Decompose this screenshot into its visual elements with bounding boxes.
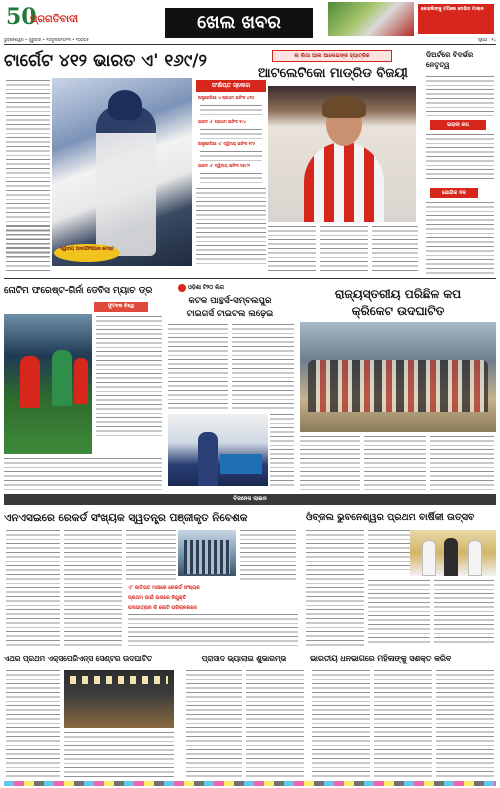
business-highlight-3: ପଦଯାତ୍ରାର କି କୋଟି ପରିଚାଳନାରେ [128, 605, 197, 611]
person-1 [422, 540, 436, 576]
scorecard-line-1: ଅଷ୍ଟ୍ରେଲିଆ ଏ ପ୍ରଥମ ଇନିଂସ ୪୨୦ [198, 95, 255, 100]
cricket-ball-icon [178, 284, 186, 292]
atletico-photo [268, 86, 416, 222]
date-line: ଭୁବନେଶ୍ୱର • ଗୁରୁବାର • ୨୦ଜୁଲାଇ୨୦୨୩ • ୨୦୦୦୫ [4, 37, 89, 42]
scorecard-detail-3 [200, 151, 262, 161]
event-photo [410, 530, 496, 576]
masthead [0, 0, 500, 44]
trophy-photo [168, 414, 268, 486]
lead-photo-caption-text: ଦ୍ୱିତୀୟ ଅନଅଫିସିଆଲ ଟେଷ୍ଟ [60, 247, 114, 252]
atletico-headline: ଆଟଲେଟିକୋ ମାଡ୍ରିଡ ବିଜୟୀ [258, 66, 408, 81]
cricket-team-photo [300, 322, 496, 432]
player-shirt-stripes [304, 142, 384, 222]
second-right-col-3 [430, 436, 494, 490]
cheque-board [220, 454, 262, 474]
second-middle-col-1 [168, 324, 228, 412]
bottom-right-col-3 [436, 670, 494, 778]
cricketer-photo [52, 78, 192, 266]
atletico-kicker-text: ଲା ଲିଗା ଆଲ ଆଲେଇଙ୍କ ହ୍ୟାଟ୍ରିକ [294, 53, 370, 59]
scorecard-line-3: ଅଷ୍ଟ୍ରେଲିଆ ଏ' ଦ୍ୱିତୀୟ ଇନିଂସ ୧୮୫ [198, 141, 256, 146]
right-story1-headline [426, 50, 496, 72]
business-section-bar [4, 494, 496, 505]
second-middle-headline-1: କଟକ ପାନ୍ଥର୍ସ-ସମ୍ବଲପୁର [188, 296, 272, 306]
scorecard-detail-2 [200, 129, 262, 139]
second-left-label [94, 302, 148, 312]
business-section-label: ବିଜନେସ ଲାଇନ [233, 496, 267, 502]
second-middle-kicker [178, 283, 270, 293]
business-left-col-2 [64, 530, 122, 646]
bottom-left-col-2 [64, 732, 174, 778]
second-middle-headline-2: ଟାଇଗର୍ସ ଟାଇଟଲ ଲଢ଼େଇ [186, 309, 274, 319]
right-story2-body [426, 134, 494, 182]
bottom-right-col-1 [312, 670, 370, 778]
business-highlight-2: ପ୍ରଥମ ପାଇଁ ଉପରେ ନିଯୁକ୍ତି [128, 595, 187, 601]
second-middle-col-3 [270, 414, 294, 486]
person-3 [468, 540, 482, 576]
scorecard-detail-1 [200, 105, 262, 117]
business-left-headline: ଏନଏସଇରେ ରେକର୍ଡ ସଂଖ୍ୟକ ସ୍ୱତନ୍ତ୍ର ପଞ୍ଜୀକୃତ ନିବେଶକ [4, 512, 248, 524]
second-right-headline-2: କ୍ରିକେଟ ଉଦଘାଟିତ [351, 304, 445, 318]
business-left-col-4 [240, 530, 296, 580]
bottom-right-col-2 [374, 670, 432, 778]
promo-box [418, 4, 494, 34]
business-left-col-1 [6, 530, 60, 646]
bottom-middle-col-2 [246, 670, 304, 778]
presenter-figure [198, 432, 218, 486]
second-middle-kicker-text: ଓଡ଼ିଶା ଟି୨୦ ଲିଗ [188, 285, 224, 291]
right-story1-body [426, 76, 494, 116]
anniversary-badge: 50 [6, 4, 37, 30]
second-left-headline: ନୋଟିମ ଫରେଷ୍ଟ-ଗିର୍ନା ଡେବିସ ମ୍ୟାଚ ଡ୍ର [4, 286, 153, 296]
player-hair [322, 96, 366, 118]
masthead-rule [4, 44, 496, 45]
paper-name: ପ୍ରଗତିବାଦୀ [30, 14, 79, 25]
second-left-col-2 [96, 316, 162, 436]
scorecard-detail-4 [200, 173, 262, 183]
right-story3-body [426, 202, 494, 274]
business-right-headline: ଓଁବ୍ଜଲ ଭୁବନେଶ୍ୱର ପ୍ରଥମ ବାର୍ଷିକୀ ଉତ୍ସବ [306, 512, 475, 523]
page-label: ପୃଷ୍ଠା : ୧୪ [477, 37, 496, 42]
building-windows [184, 540, 230, 574]
player-green-1 [52, 350, 72, 406]
experience-centre-photo [64, 670, 174, 728]
player-red-1 [20, 356, 40, 408]
atletico-kicker [272, 50, 392, 62]
atletico-col-1 [268, 226, 316, 272]
second-right-col-1 [300, 436, 360, 490]
promo-text: କୋହଲିଙ୍କୁ ଟପିଲେ ଡେଭିଡ ମାଲାନ [421, 7, 484, 12]
right-story3-label [430, 188, 478, 198]
second-middle-col-2 [232, 324, 294, 412]
helmet-shape [108, 90, 142, 120]
paper-logo [6, 4, 98, 36]
row1-bottom-rule [4, 278, 496, 279]
scorecard [196, 80, 266, 184]
bottom-middle-col-1 [186, 670, 242, 778]
shop-lights [70, 676, 168, 684]
business-highlight-1: ଏ' ଜାତିଗତ ମାସରେ ରେକର୍ଡ ସଂଖ୍ୟକ [128, 585, 200, 591]
lead-headline: ଟାର୍ଗେଟ ୪୧୨ ଭାରତ ଏ' ୧୬୯/୨ [4, 51, 207, 71]
second-right-headline-1: ରାଜ୍ୟସ୍ତରୀୟ ପରିଛିଳ କପ [334, 287, 462, 301]
section-title: ଖେଲ ଖବର [197, 12, 281, 33]
group-row [308, 360, 488, 412]
batsman-figure [96, 106, 156, 256]
business-left-col-3 [126, 530, 176, 580]
lead-col-3 [196, 188, 266, 266]
second-right-col-2 [364, 436, 426, 490]
right-story1-headline-text: ଡିଅର୍ଟରେ ବିଦର୍ଭର ନେତୃତ୍ୱ [426, 51, 474, 69]
bottom-middle-headline: ପ୍ରାସାଦ ଭ୍ୟାଲାଇ ଶୁଭାରମ୍ଭ [201, 654, 287, 663]
second-left-bottom [4, 458, 162, 490]
player-red-2 [74, 358, 88, 404]
right-story2-label-text: ଇରାନୀ କପ [447, 122, 469, 128]
business-right-col-4 [434, 580, 494, 646]
scorecard-line-2: ଭାରତ ଏ' ପ୍ରଥମ ଇନିଂସ ୧୯୪ [198, 119, 246, 124]
second-left-label-text: ଫୁଟବଲ ବିଶ୍ୱ [107, 304, 135, 309]
lead-photo-caption [54, 244, 120, 262]
bottom-left-col-1 [6, 670, 60, 778]
football-photo [4, 314, 92, 454]
business-left-col-5 [128, 614, 298, 646]
scorecard-line-4: ଭାରତ ଏ' ଦ୍ୱିତୀୟ ଇନିଂସ ୧୬୯/୨ [198, 163, 251, 168]
atletico-col-2 [320, 226, 368, 272]
section-title-banner [165, 8, 313, 38]
right-story2-label [430, 120, 486, 130]
bottom-right-headline: ଭାରତୀୟ ଧନଭାଗରେ ମହିଳାଙ୍କୁ ସଶକ୍ତ କରିବ [310, 654, 452, 663]
lead-col-1b [6, 226, 50, 274]
right-story3-label-text: ଯୋଗିକ ଦଳ [441, 190, 466, 196]
atletico-col-3 [372, 226, 418, 272]
business-right-col-3 [368, 580, 430, 646]
print-registration-bar [4, 781, 496, 786]
scorecard-title: ସଂକ୍ଷିପ୍ତ ସ୍କୋର [196, 80, 266, 92]
nse-building-photo [178, 530, 236, 576]
promo-photo [328, 2, 414, 36]
business-right-col-1 [306, 530, 364, 646]
bottom-left-headline: ଏଥର ପ୍ରଥମ ଏକ୍ସପେରିଏନ୍ସ ସେଣ୍ଟର ଉଦଘାଟିତ [4, 654, 153, 663]
person-2 [444, 538, 458, 576]
